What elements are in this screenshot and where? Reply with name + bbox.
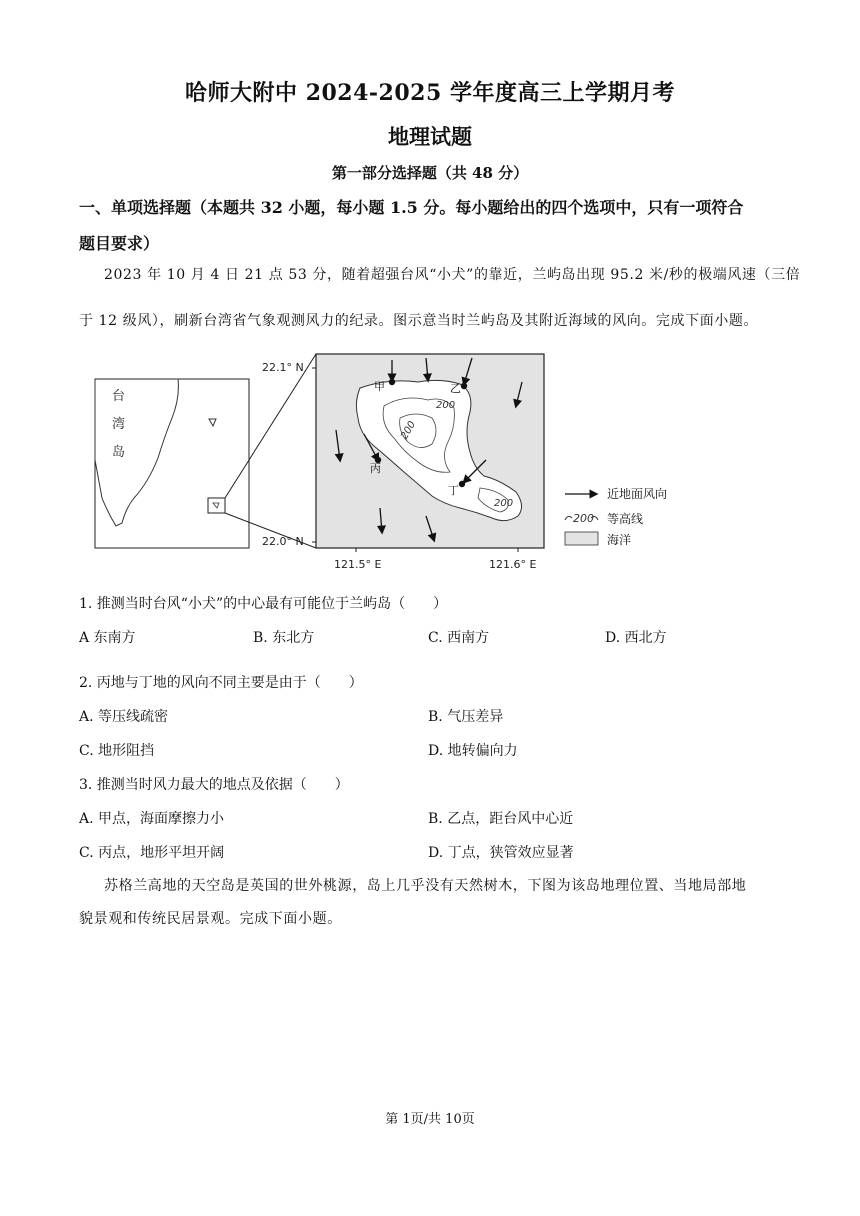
point-bing-label: 丙: [370, 462, 381, 475]
inset-label-1: 台: [112, 389, 126, 404]
legend-contour-sample: 200: [573, 512, 594, 525]
question-3-option-a[interactable]: A. 甲点，海面摩擦力小: [79, 811, 225, 827]
inset-label-2: 湾: [112, 417, 126, 432]
legend-contour-label: 等高线: [607, 512, 644, 526]
subject-title: 地理试题: [388, 124, 472, 149]
question-2-option-a[interactable]: A. 等压线疏密: [79, 709, 169, 725]
contour-label-3: 200: [494, 498, 514, 509]
point-yi-dot: [461, 383, 467, 389]
contour-label-2: 200: [399, 419, 419, 442]
page-footer: 第 1页/共 10页: [385, 1112, 475, 1127]
taiwan-inset-map: [95, 354, 316, 548]
section-heading-line1: 一、单项选择题（本题共 32 小题，每小题 1.5 分。每小题给出的四个选项中，只有一项符合: [79, 198, 744, 217]
passage1-line1: 2023 年 10 月 4 日 21 点 53 分，随着超强台风“小犬”的靠近，兰屿岛出现 95.2 米/秒的极端风速（三倍: [104, 267, 801, 283]
point-ding-dot: [459, 481, 465, 487]
question-3-stem: 3. 推测当时风力最大的地点及依据（ ）: [79, 777, 349, 793]
question-3-option-b[interactable]: B. 乙点，距台风中心近: [428, 811, 574, 827]
legend-contour-icon: [565, 516, 572, 520]
question-2-option-d[interactable]: D. 地转偏向力: [428, 743, 518, 759]
question-3-option-c[interactable]: C. 丙点，地形平坦开阔: [79, 845, 225, 861]
question-1-stem: 1. 推测当时台风“小犬”的中心最有可能位于兰屿岛（ ）: [79, 596, 448, 612]
lat-bottom-label: 22.0° N: [262, 535, 304, 548]
question-2-option-b[interactable]: B. 气压差异: [428, 709, 504, 725]
legend-ocean-label: 海洋: [607, 533, 632, 547]
question-1-option-d[interactable]: D. 西北方: [605, 630, 667, 646]
contour-label-1: 200: [436, 400, 456, 411]
point-jia-label: 甲: [374, 380, 385, 393]
lat-top-label: 22.1° N: [262, 361, 304, 374]
question-2-stem: 2. 丙地与丁地的风向不同主要是由于（ ）: [79, 675, 363, 691]
lanyu-main-map: [316, 354, 544, 548]
passage2-line2: 貌景观和传统民居景观。完成下面小题。: [79, 911, 342, 927]
legend-ocean-swatch: [565, 532, 598, 545]
part-heading: 第一部分选择题（共 48 分）: [331, 164, 529, 182]
question-3-option-d[interactable]: D. 丁点，狭管效应显著: [428, 845, 574, 861]
point-ding-label: 丁: [448, 484, 459, 497]
passage2-line1: 苏格兰高地的天空岛是英国的世外桃源，岛上几乎没有天然树木，下图为该岛地理位置、当地局部地: [104, 878, 747, 894]
passage1-line2: 于 12 级风），刷新台湾省气象观测风力的纪录。图示意当时兰屿岛及其附近海域的风向。完成下面小题。: [79, 313, 759, 329]
lon-right-label: 121.6° E: [489, 558, 537, 571]
question-1-option-c[interactable]: C. 西南方: [428, 630, 490, 646]
locator-box: [208, 498, 225, 513]
section-heading-line2: 题目要求）: [79, 234, 160, 253]
question-1-option-a[interactable]: A 东南方: [79, 630, 136, 646]
point-yi-label: 乙: [450, 382, 461, 395]
page-title: 哈师大附中 2024-2025 学年度高三上学期月考: [185, 80, 675, 106]
point-jia-dot: [389, 379, 395, 385]
legend-wind-label: 近地面风向: [607, 487, 668, 501]
lanyu-wind-map: [88, 348, 708, 576]
lon-left-label: 121.5° E: [334, 558, 382, 571]
question-1-option-b[interactable]: B. 东北方: [253, 630, 315, 646]
question-2-option-c[interactable]: C. 地形阻挡: [79, 743, 155, 759]
inset-label-3: 岛: [112, 445, 126, 460]
